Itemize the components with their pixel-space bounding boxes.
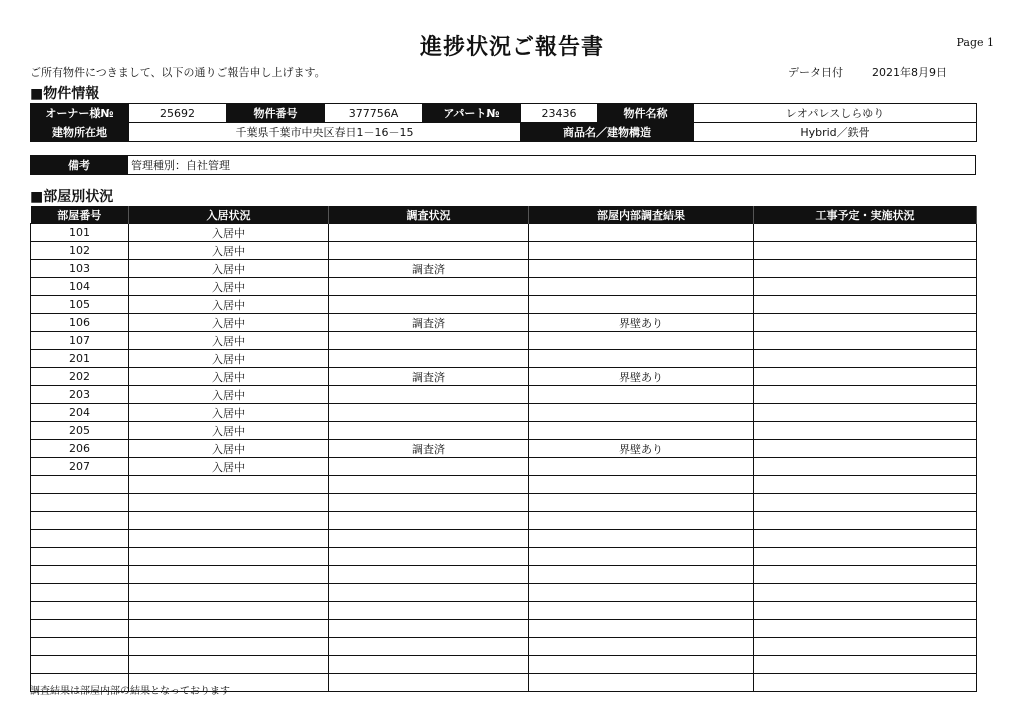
table-cell [129, 620, 329, 638]
table-cell [329, 404, 529, 422]
table-cell [329, 296, 529, 314]
table-cell [529, 638, 754, 656]
table-cell [754, 566, 977, 584]
table-cell [754, 296, 977, 314]
table-cell [31, 584, 129, 602]
property-info-table [30, 103, 977, 142]
table-row [31, 350, 977, 368]
table-cell [129, 602, 329, 620]
table-cell: 調査済 [329, 260, 529, 278]
table-cell: 205 [31, 422, 129, 440]
table-cell [329, 386, 529, 404]
date-value: 2021年8月9日 [872, 66, 947, 79]
table-cell [529, 332, 754, 350]
column-header: 部屋番号 [31, 206, 129, 224]
table-cell [329, 458, 529, 476]
table-cell [754, 404, 977, 422]
table-cell: 入居中 [129, 386, 329, 404]
table-cell [329, 512, 529, 530]
table-cell [529, 404, 754, 422]
table-cell: 204 [31, 404, 129, 422]
table-row [31, 566, 977, 584]
table-cell [329, 602, 529, 620]
table-cell [754, 494, 977, 512]
address-value: 千葉県千葉市中央区春日1－16－15 [129, 123, 521, 142]
table-cell: 105 [31, 296, 129, 314]
table-cell [529, 602, 754, 620]
table-cell [129, 638, 329, 656]
table-cell [529, 620, 754, 638]
rooms-header-row [31, 206, 977, 224]
table-row [31, 440, 977, 458]
table-cell [754, 620, 977, 638]
table-cell [129, 494, 329, 512]
table-row [31, 548, 977, 566]
table-cell [754, 656, 977, 674]
table-cell [754, 512, 977, 530]
table-cell: 調査済 [329, 368, 529, 386]
table-cell [529, 386, 754, 404]
table-cell [529, 548, 754, 566]
table-cell [329, 584, 529, 602]
table-cell [329, 332, 529, 350]
table-cell [529, 512, 754, 530]
table-cell [754, 242, 977, 260]
table-cell [129, 548, 329, 566]
table-row [31, 422, 977, 440]
table-cell: 入居中 [129, 440, 329, 458]
table-cell [329, 278, 529, 296]
table-cell: 調査済 [329, 314, 529, 332]
table-cell: 入居中 [129, 350, 329, 368]
remarks-table [30, 155, 976, 175]
column-header: 部屋内部調査結果 [529, 206, 754, 224]
property-name-label: 物件名称 [598, 104, 694, 123]
table-cell: 103 [31, 260, 129, 278]
table-row [31, 368, 977, 386]
table-cell [754, 584, 977, 602]
table-cell [754, 440, 977, 458]
table-cell [329, 422, 529, 440]
table-cell: 入居中 [129, 332, 329, 350]
table-cell: 202 [31, 368, 129, 386]
table-cell [754, 224, 977, 242]
table-cell [529, 350, 754, 368]
table-cell: 入居中 [129, 260, 329, 278]
report-title: 進捗状況ご報告書 [419, 34, 604, 60]
table-cell [529, 224, 754, 242]
table-cell [754, 476, 977, 494]
table-row [31, 476, 977, 494]
date-label: データ日付 [788, 66, 843, 79]
table-row [31, 386, 977, 404]
remarks-label: 備考 [31, 156, 128, 175]
table-cell [754, 260, 977, 278]
table-cell [129, 476, 329, 494]
table-cell: 101 [31, 224, 129, 242]
table-cell [754, 332, 977, 350]
column-header: 入居状況 [129, 206, 329, 224]
apartment-no-value: 23436 [521, 104, 598, 123]
table-cell [129, 530, 329, 548]
table-cell [754, 458, 977, 476]
table-cell [529, 458, 754, 476]
table-cell [31, 602, 129, 620]
table-cell [754, 530, 977, 548]
table-cell: 206 [31, 440, 129, 458]
table-cell [329, 494, 529, 512]
table-cell: 入居中 [129, 422, 329, 440]
table-cell: 入居中 [129, 368, 329, 386]
table-row [31, 314, 977, 332]
table-cell [129, 566, 329, 584]
table-cell [31, 494, 129, 512]
table-cell [529, 674, 754, 692]
table-cell: 界壁あり [529, 314, 754, 332]
column-header: 調査状況 [329, 206, 529, 224]
table-row [31, 584, 977, 602]
table-row [31, 530, 977, 548]
table-cell: 入居中 [129, 242, 329, 260]
intro-text: ご所有物件につきまして、以下の通りご報告申し上げます。 [30, 66, 326, 79]
table-cell [754, 638, 977, 656]
table-cell [31, 638, 129, 656]
owner-no-label: オーナー様№ [31, 104, 129, 123]
table-cell [31, 530, 129, 548]
table-cell [754, 422, 977, 440]
table-cell [329, 620, 529, 638]
table-row [31, 458, 977, 476]
table-cell [529, 494, 754, 512]
table-row [31, 224, 977, 242]
table-cell [329, 476, 529, 494]
table-row [31, 638, 977, 656]
table-cell [31, 548, 129, 566]
table-cell [31, 620, 129, 638]
table-cell [329, 566, 529, 584]
table-cell: 207 [31, 458, 129, 476]
owner-no-value: 25692 [129, 104, 227, 123]
table-cell: 入居中 [129, 278, 329, 296]
table-cell [31, 512, 129, 530]
property-section-title: ■物件情報 [30, 86, 100, 102]
table-row [31, 242, 977, 260]
table-cell [529, 296, 754, 314]
product-value: Hybrid／鉄骨 [694, 123, 977, 142]
table-cell [129, 656, 329, 674]
table-cell [754, 314, 977, 332]
table-cell: 104 [31, 278, 129, 296]
table-row [31, 278, 977, 296]
table-row [31, 296, 977, 314]
apartment-no-label: アパート№ [423, 104, 521, 123]
table-cell [31, 656, 129, 674]
table-row [31, 602, 977, 620]
table-cell [329, 674, 529, 692]
table-cell: 界壁あり [529, 440, 754, 458]
table-cell: 102 [31, 242, 129, 260]
table-cell [754, 278, 977, 296]
table-row [31, 656, 977, 674]
table-cell [754, 350, 977, 368]
table-row [31, 260, 977, 278]
table-row [31, 332, 977, 350]
table-cell [529, 422, 754, 440]
footnote: 調査結果は部屋内部の結果となっております [30, 686, 230, 697]
table-cell: 入居中 [129, 314, 329, 332]
table-cell: 203 [31, 386, 129, 404]
remarks-value: 管理種別：自社管理 [128, 156, 976, 175]
table-cell [329, 530, 529, 548]
table-cell [329, 350, 529, 368]
table-cell [129, 584, 329, 602]
table-cell [129, 512, 329, 530]
table-cell: 入居中 [129, 458, 329, 476]
table-cell: 入居中 [129, 296, 329, 314]
table-cell: 入居中 [129, 404, 329, 422]
table-cell: 界壁あり [529, 368, 754, 386]
address-label: 建物所在地 [31, 123, 129, 142]
table-cell [529, 260, 754, 278]
table-cell [754, 368, 977, 386]
column-header: 工事予定・実施状況 [754, 206, 977, 224]
table-cell [529, 656, 754, 674]
table-cell: 入居中 [129, 224, 329, 242]
table-cell [329, 548, 529, 566]
rooms-table [30, 206, 977, 692]
table-cell [529, 566, 754, 584]
property-no-value: 377756A [325, 104, 423, 123]
table-row [31, 512, 977, 530]
page-number: Page 1 [956, 36, 994, 49]
table-cell [529, 530, 754, 548]
table-cell [529, 476, 754, 494]
table-cell [754, 548, 977, 566]
table-cell [529, 584, 754, 602]
table-row [31, 404, 977, 422]
table-cell [529, 242, 754, 260]
product-label: 商品名／建物構造 [521, 123, 694, 142]
table-cell [329, 242, 529, 260]
table-cell [31, 476, 129, 494]
rooms-section-title: ■部屋別状況 [30, 189, 114, 205]
table-cell [529, 278, 754, 296]
table-cell [329, 638, 529, 656]
property-no-label: 物件番号 [227, 104, 325, 123]
table-row [31, 620, 977, 638]
table-cell [754, 674, 977, 692]
table-cell [754, 602, 977, 620]
table-row [31, 494, 977, 512]
table-cell [329, 224, 529, 242]
property-name-value: レオパレスしらゆり [694, 104, 977, 123]
table-cell: 調査済 [329, 440, 529, 458]
table-cell [329, 656, 529, 674]
table-cell: 201 [31, 350, 129, 368]
table-cell: 107 [31, 332, 129, 350]
table-cell [754, 386, 977, 404]
table-cell: 106 [31, 314, 129, 332]
table-cell [31, 566, 129, 584]
